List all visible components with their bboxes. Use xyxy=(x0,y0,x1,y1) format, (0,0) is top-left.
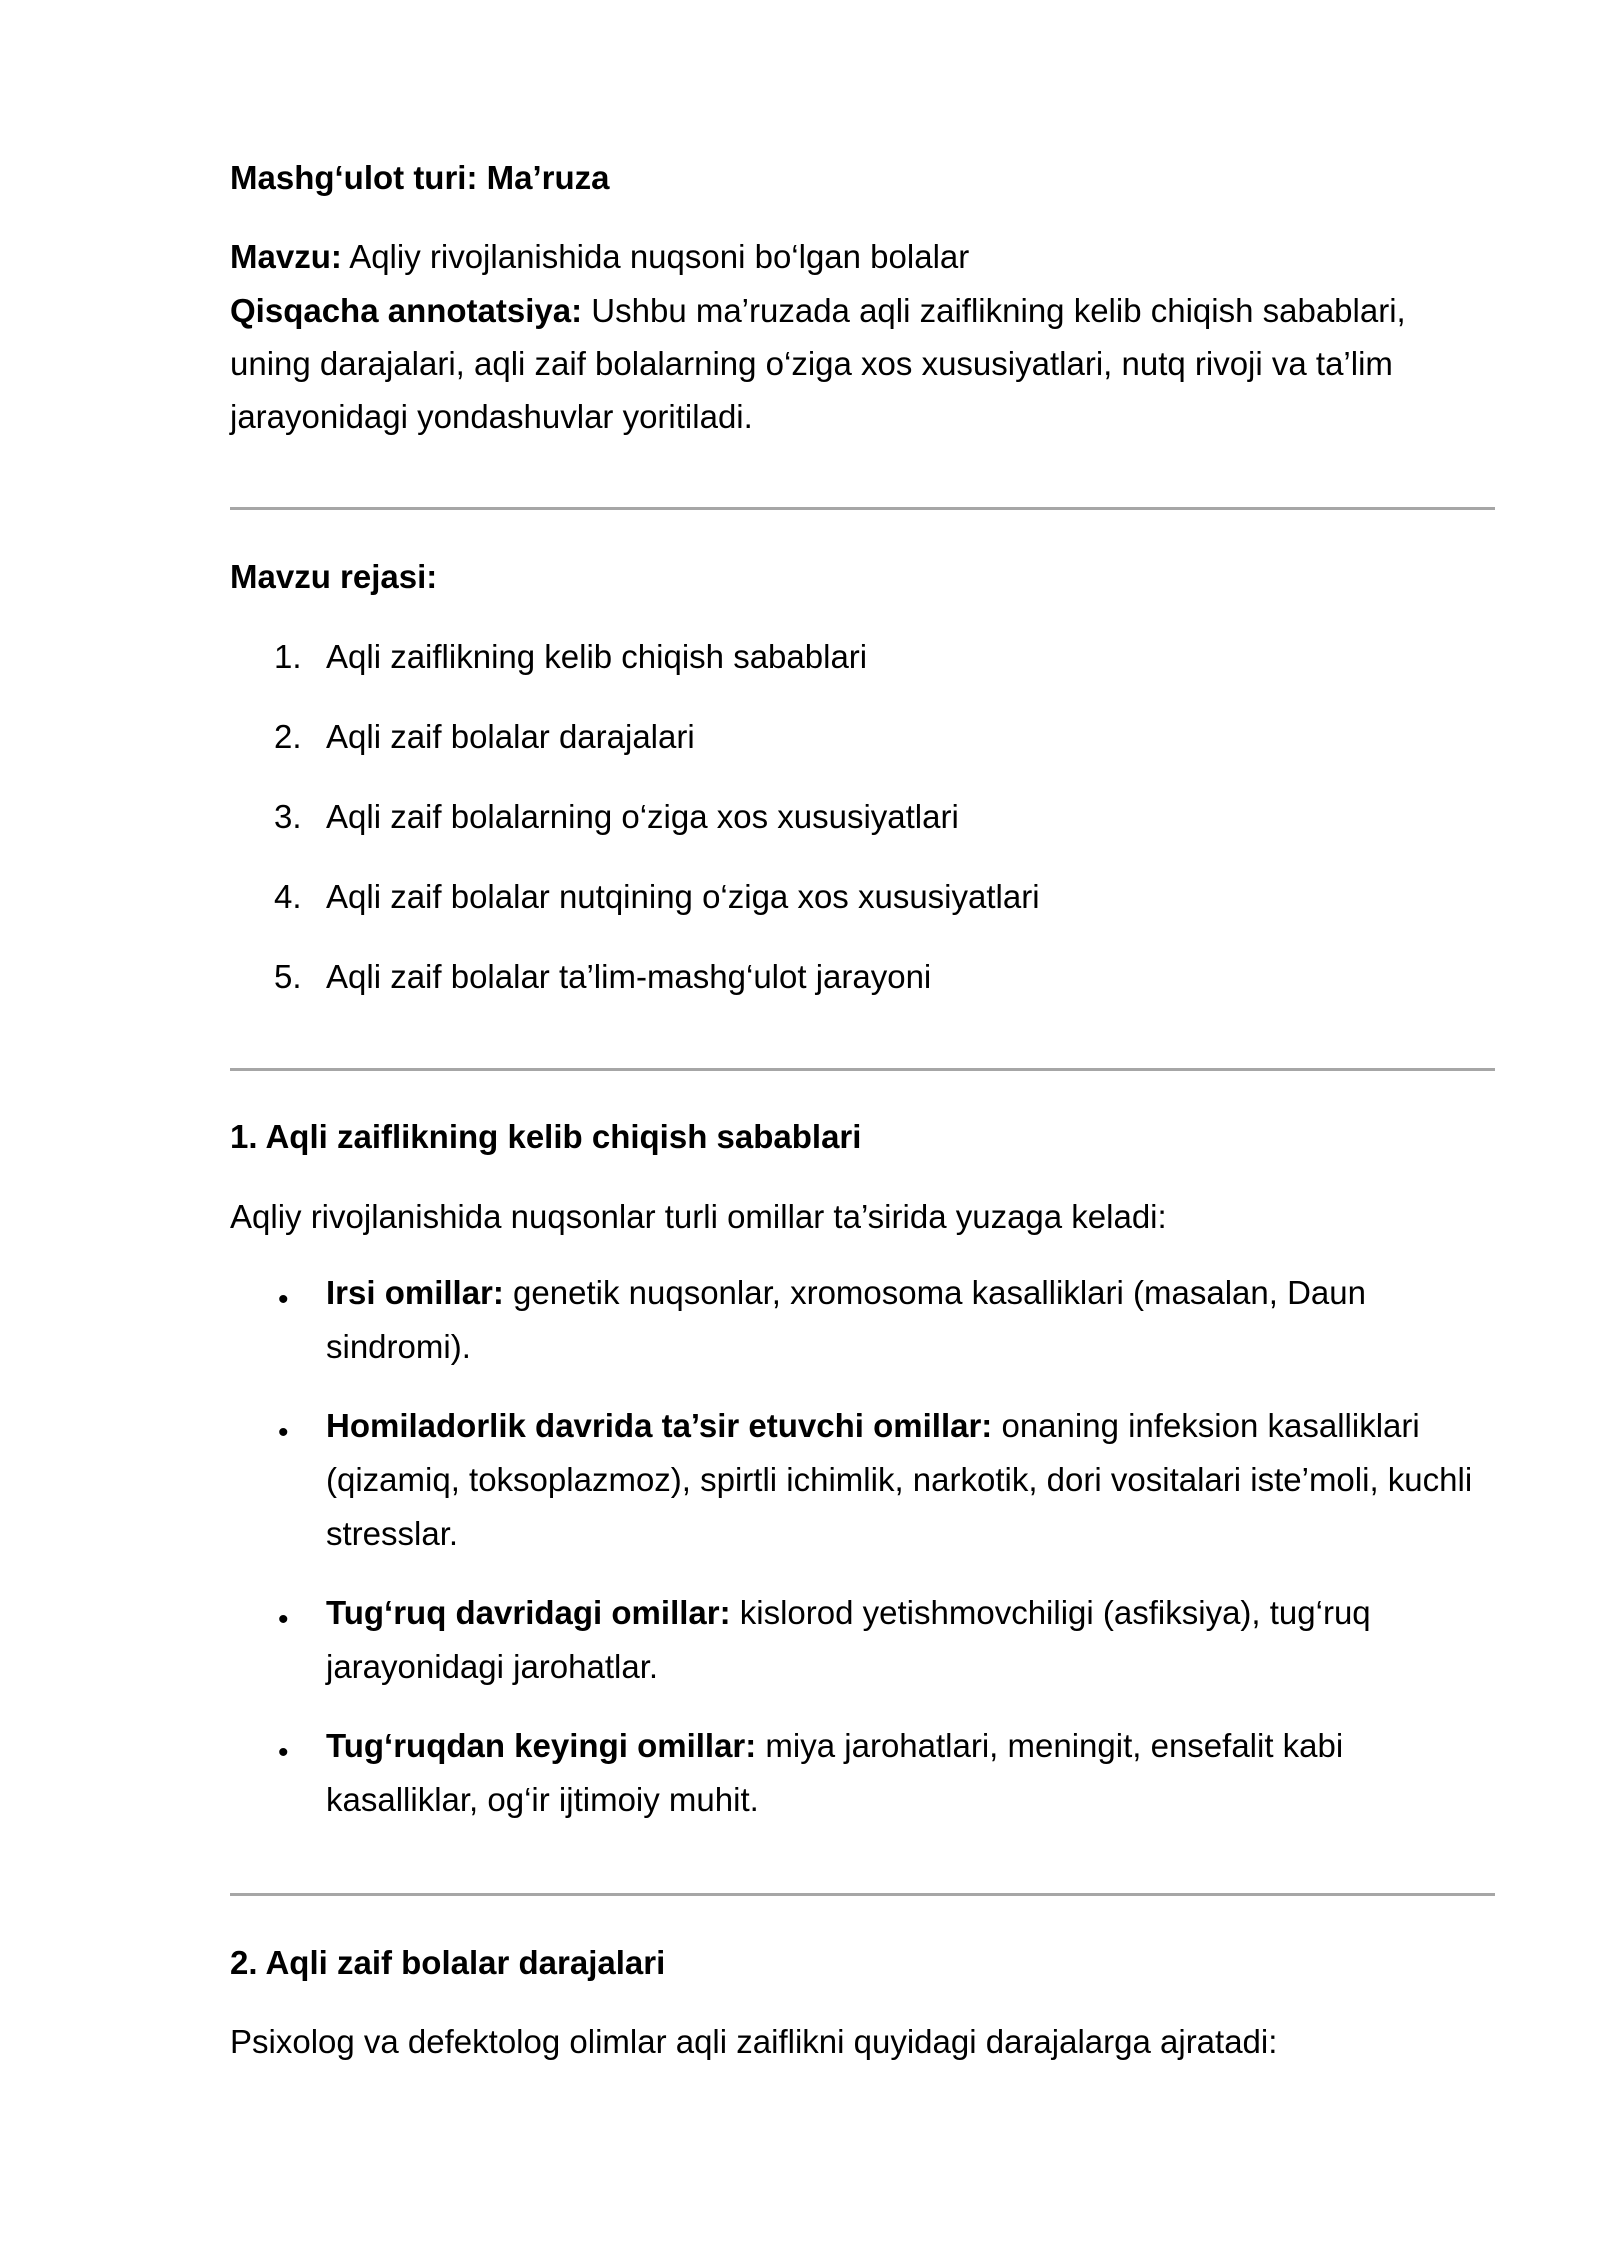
bullet-label: Tug‘ruq davridagi omillar: xyxy=(326,1594,731,1631)
divider xyxy=(230,507,1495,510)
annotation-line-2: uning darajalari, aqli zaif bolalarning o‘ziga xos xususiyatlari, nutq rivoji va ta’lim xyxy=(230,345,1393,382)
topic-value: Aqliy rivojlanishida nuqsoni bo‘lgan bolalar xyxy=(341,238,970,275)
annotation-text-1: Ushbu ma’ruzada aqli zaiflikning kelib chiqish sabablari, xyxy=(582,292,1406,329)
plan-item-number: 1. xyxy=(274,638,302,675)
plan-item-text: Aqli zaiflikning kelib chiqish sabablari xyxy=(326,638,868,675)
bullet-body: genetik nuqsonlar, xromosoma kasalliklari (masalan, Daun sindromi). xyxy=(326,1274,1366,1365)
plan-item-text: Aqli zaif bolalarning o‘ziga xos xususiyatlari xyxy=(326,798,959,835)
bullet-label: Irsi omillar: xyxy=(326,1274,504,1311)
bullet-text xyxy=(326,1719,1501,1827)
section-2-title: 2. Aqli zaif bolalar darajalari xyxy=(230,1944,666,1981)
bullet-icon: • xyxy=(278,1416,289,1449)
bullet-body: kislorod yetishmovchiligi (asfiksiya), tug‘ruq jarayonidagi jarohatlar. xyxy=(326,1594,1371,1685)
plan-item-number: 4. xyxy=(274,878,302,915)
plan-item-text: Aqli zaif bolalar darajalari xyxy=(326,718,695,755)
bullet-icon: • xyxy=(278,1603,289,1636)
topic-label: Mavzu: xyxy=(230,238,342,275)
plan-item-number: 5. xyxy=(274,958,302,995)
plan-title: Mavzu rejasi: xyxy=(230,558,438,595)
bullet-text xyxy=(326,1266,1501,1374)
plan-item-number: 3. xyxy=(274,798,302,835)
bullet-body: onaning infeksion kasalliklari (qizamiq, toksoplazmoz), spirtli ichimlik, narkotik, dori vositalari iste’moli, kuchli stresslar. xyxy=(326,1407,1473,1552)
section-1-title: 1. Aqli zaiflikning kelib chiqish sabablari xyxy=(230,1118,862,1155)
bullet-label: Tug‘ruqdan keyingi omillar: xyxy=(326,1727,757,1764)
plan-item-text: Aqli zaif bolalar ta’lim-mashg‘ulot jarayoni xyxy=(326,958,932,995)
plan-item-text: Aqli zaif bolalar nutqining o‘ziga xos xususiyatlari xyxy=(326,878,1040,915)
bullet-body: miya jarohatlari, meningit, ensefalit kabi kasalliklar, og‘ir ijtimoiy muhit. xyxy=(326,1727,1344,1818)
bullet-icon: • xyxy=(278,1283,289,1316)
bullet-text xyxy=(326,1586,1501,1694)
session-type-heading: Mashg‘ulot turi: Ma’ruza xyxy=(230,159,610,196)
divider xyxy=(230,1068,1495,1071)
topic-line xyxy=(230,237,1500,277)
annotation-label: Qisqacha annotatsiya: xyxy=(230,292,583,329)
bullet-text xyxy=(326,1399,1501,1561)
section-2-intro: Psixolog va defektolog olimlar aqli zaiflikni quyidagi darajalarga ajratadi: xyxy=(230,2023,1278,2060)
bullet-icon: • xyxy=(278,1736,289,1769)
plan-item-number: 2. xyxy=(274,718,302,755)
section-1-intro: Aqliy rivojlanishida nuqsonlar turli omillar ta’sirida yuzaga keladi: xyxy=(230,1198,1167,1235)
annotation-line-3: jarayonidagi yondashuvlar yoritiladi. xyxy=(230,398,753,435)
divider xyxy=(230,1893,1495,1896)
bullet-label: Homiladorlik davrida ta’sir etuvchi omillar: xyxy=(326,1407,993,1444)
annotation-line-1 xyxy=(230,291,1500,331)
